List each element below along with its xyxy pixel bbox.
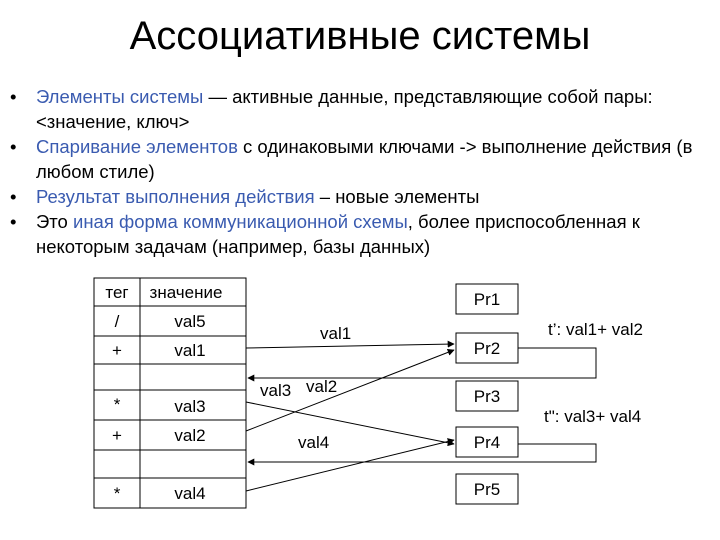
- table-cell-value: val1: [174, 341, 206, 360]
- arrow-label-val2: val2: [306, 377, 338, 396]
- table-cell-tag: +: [112, 341, 122, 360]
- bullet-text-part: — активные данные, представляющие собой пары: <значение, ключ>: [36, 86, 653, 132]
- table-text: [105, 283, 222, 503]
- bullet-dot: •: [10, 211, 17, 232]
- bullet-text-part: – новые элементы: [314, 186, 480, 207]
- processor-label: Pr2: [473, 339, 501, 358]
- table-header-value: значение: [149, 283, 223, 302]
- bullet-dot: •: [10, 186, 17, 207]
- table-cell-value: val2: [174, 426, 206, 445]
- bullet-dot: •: [10, 136, 17, 157]
- result-path-t1: [256, 348, 596, 378]
- arrow-val1: [246, 344, 454, 348]
- arrow-labels: [260, 320, 643, 452]
- arrow-label-val1: val1: [320, 324, 352, 343]
- table-cell-value: val4: [174, 484, 206, 503]
- table-cell-tag: +: [112, 426, 122, 445]
- processor-label: Pr3: [473, 387, 501, 406]
- table-cell-value: val5: [174, 312, 206, 331]
- processor-label: Pr4: [473, 433, 501, 452]
- result-label-t1: t’: val1+ val2: [548, 320, 643, 339]
- bullet-text-part: с одинаковыми ключами -> выполнение действия (в любом стиле): [36, 136, 693, 182]
- table-cell-value: val3: [174, 397, 206, 416]
- result-label-t2: t": val3+ val4: [544, 407, 642, 426]
- processor-label: Pr5: [473, 480, 501, 499]
- bullet-text-part: Результат выполнения действия: [36, 186, 315, 207]
- bullet-text-part: Спаривание элементов: [36, 136, 238, 157]
- bullet-text-part: Элементы системы: [36, 86, 204, 107]
- table-cell-tag: *: [113, 395, 121, 414]
- bullet-text-part: иная форма коммуникационной схемы: [73, 211, 408, 232]
- bullet-text-part: , более приспособленная к некоторым задачам (например, базы данных): [36, 211, 640, 257]
- arrow-val3: [246, 402, 454, 444]
- arrow-label-val4: val4: [298, 433, 330, 452]
- bullet-dot: •: [10, 86, 17, 107]
- slide-title: Ассоциативные системы: [129, 14, 591, 58]
- table-header-tag: тег: [105, 283, 129, 302]
- processor-labels: [474, 290, 500, 499]
- processor-label: Pr1: [473, 290, 501, 309]
- arrow-val4: [246, 440, 454, 491]
- arrow-label-val3: val3: [260, 381, 292, 400]
- bullet-text-part: Это: [36, 211, 73, 232]
- table-cell-tag: *: [113, 484, 121, 503]
- table-cell-tag: /: [114, 312, 120, 331]
